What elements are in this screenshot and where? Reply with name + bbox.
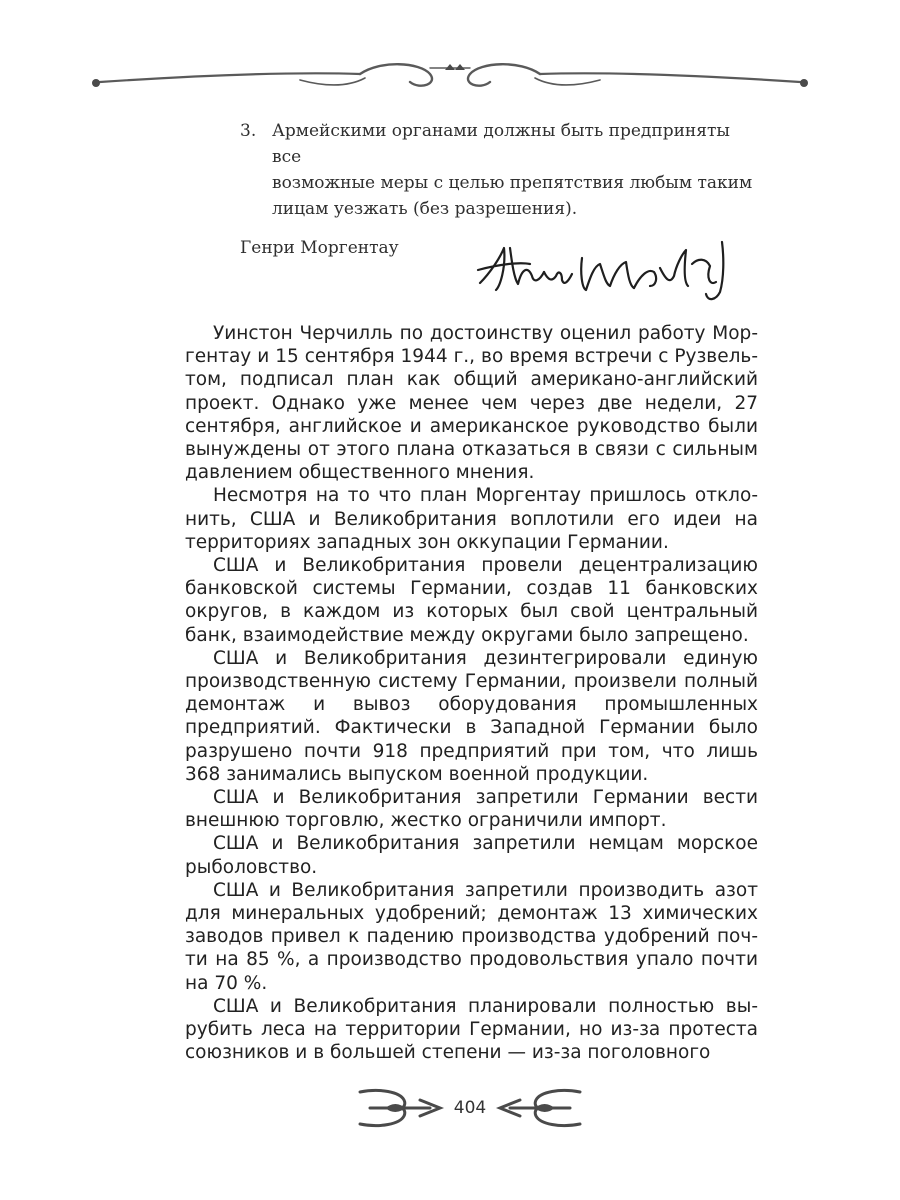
- paragraph: США и Великобритания запретили производить азот для минеральных удобрений; демонтаж 13 химических заводов привел к падению производства удобрений почти на 85 %, а производство продовольствия упало почти на 70 %.: [185, 879, 758, 994]
- handwritten-signature: [470, 228, 740, 308]
- list-item-text: [272, 118, 762, 222]
- numbered-list: [240, 118, 800, 222]
- paragraph: США и Великобритания провели децентрализацию банковской системы Германии, создав 11 банковских округов, в каждом из которых был свой центральный банк, взаимодействие между округами было запрещено.: [185, 555, 758, 646]
- paragraph: Несмотря на то что план Моргентау пришлось отклонить, США и Великобритания воплотили его идеи на территориях западных зон оккупации Германии.: [185, 485, 758, 553]
- paragraph: Уинстон Черчилль по достоинству оценил работу Моргентау и 15 сентября 1944 г., во время встречи с Рузвельтом, подписал план как общий американо-английский проект. Однако уже менее чем через две недели, 27 сентября, английское и американское руководство были вынуждены от этого плана отказаться в связи с сильным давлением общественного мнения.: [185, 323, 758, 484]
- list-item: [240, 118, 800, 222]
- list-item-number: 3.: [240, 121, 257, 141]
- top-ornament: [0, 52, 900, 102]
- paragraph: США и Великобритания дезинтегрировали единую производственную систему Германии, произвели полный демонтаж и вывоз оборудования промышленных предприятий. Фактически в Западной Германии было разрушено почти 918 предприятий при том, что лишь 368 занимались выпуском военной продукции.: [185, 647, 758, 785]
- paragraph: США и Великобритания запретили немцам морское рыболовство.: [185, 833, 758, 878]
- list-item-line: Армейскими органами должны быть предприняты все: [272, 121, 730, 167]
- signer-name: Генри Моргентау: [240, 238, 399, 258]
- paragraph: США и Великобритания запретили Германии вести внешнюю торговлю, жестко ограничили импорт.: [185, 787, 758, 832]
- list-item-line: лицам уезжать (без разрешения).: [272, 199, 578, 219]
- page-number: 404: [453, 1098, 487, 1118]
- list-item-line: возможные меры с целью препятствия любым таким: [272, 173, 753, 193]
- paragraph: США и Великобритания планировали полностью вырубить леса на территории Германии, но из-за протеста союзников и в большей степени — из-за поголовного: [185, 995, 758, 1064]
- signature-block: [240, 228, 760, 308]
- body-text: [185, 322, 758, 1065]
